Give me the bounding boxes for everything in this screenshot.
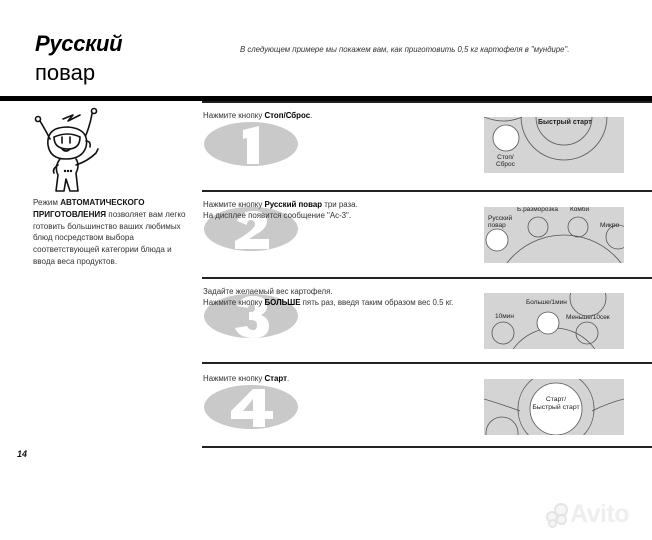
step-3-top-rule xyxy=(202,277,652,279)
watermark-text: Avito xyxy=(570,500,630,528)
step-1-line-1: Нажмите кнопку Стоп/Сброс. xyxy=(203,111,313,120)
step-1-number-badge xyxy=(203,120,299,168)
ten-min-label: 10мин xyxy=(495,313,514,320)
page-title-line2: повар xyxy=(35,60,96,85)
less-label: Меньше/10сек xyxy=(566,314,610,321)
step-2-top-rule xyxy=(202,190,652,192)
more-button[interactable] xyxy=(537,312,559,334)
step-4-top-rule xyxy=(202,362,652,364)
step-2-control-panel xyxy=(484,207,624,263)
step-4-line-1: Нажмите кнопку Старт. xyxy=(203,374,290,383)
stop-reset-label: Стоп/ Сброс xyxy=(496,154,515,168)
step-1-instruction xyxy=(203,111,312,122)
step-2-line-1: Нажмите кнопку Русский повар три раза. xyxy=(203,200,358,209)
page-number: 14 xyxy=(17,449,28,459)
avito-logo-icon xyxy=(546,503,568,525)
quick-start-label: Быстрый старт xyxy=(538,119,592,126)
page-title-line1: Русский xyxy=(35,31,123,56)
avito-watermark xyxy=(546,500,629,529)
step-1-top-rule xyxy=(202,101,652,103)
step-2-instruction xyxy=(203,200,358,221)
auto-cook-description xyxy=(33,197,193,268)
chef-mascot-icon xyxy=(28,105,108,195)
step-4-bottom-rule xyxy=(202,446,652,448)
step-4-instruction xyxy=(203,374,289,385)
step-2-line-2: На дисплее появится сообщение "Ac-3". xyxy=(203,210,352,220)
start-label: Старт/ Быстрый старт xyxy=(532,396,580,411)
russian-cook-label: Русский повар xyxy=(488,215,513,229)
description-suffix: позволяет вам легко готовить большинство ваших любимых блюд посредством выбора соответствующей категории блюда и ввода веса продуктов. xyxy=(33,209,186,266)
step-4-control-panel xyxy=(484,379,624,435)
step-4-number-badge xyxy=(203,383,299,431)
more-label: Больше/1мин xyxy=(526,299,567,306)
step-1-control-panel xyxy=(484,117,624,173)
step-3-control-panel xyxy=(484,293,624,349)
description-prefix: Режим xyxy=(33,198,61,207)
defrost-label: Б.разморозка xyxy=(517,207,559,213)
step-3-instruction xyxy=(203,287,453,308)
intro-text: В следующем примере мы покажем вам, как приготовить 0,5 кг картофеля в "мундире". xyxy=(240,45,570,54)
step-3-line-1: Задайте желаемый вес картофеля. xyxy=(203,287,333,296)
combi-label: Комби xyxy=(570,207,590,213)
step-3-line-2: Нажмите кнопку БОЛЬШЕ пять раз, введя таким образом вес 0.5 кг. xyxy=(203,297,454,307)
description-bold: АВТОМАТИЧЕСКОГО ПРИГОТОВЛЕНИЯ xyxy=(33,198,145,219)
micro-label: Микро xyxy=(600,222,620,229)
russian-cook-button[interactable] xyxy=(486,229,508,251)
stop-reset-button[interactable] xyxy=(493,125,519,151)
